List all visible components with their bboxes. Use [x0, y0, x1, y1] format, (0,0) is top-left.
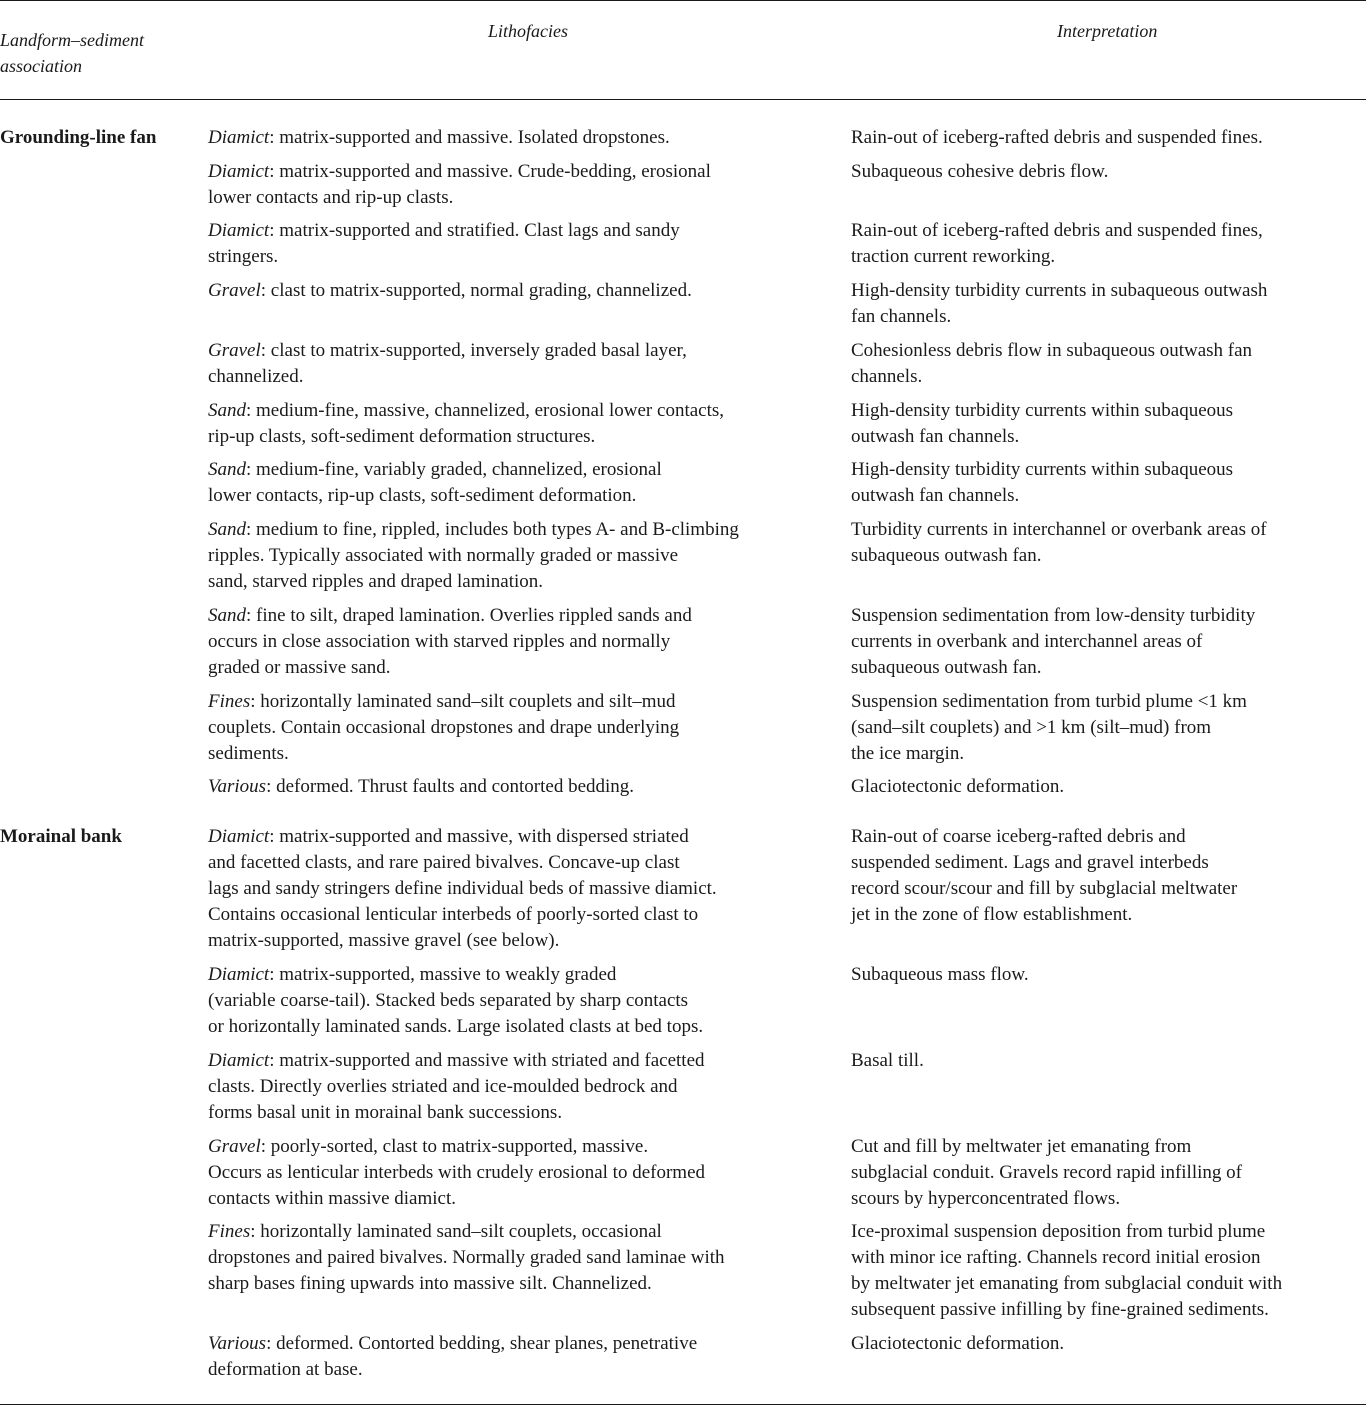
- table-row-lithofacies: [208, 689, 828, 767]
- facies-description: : poorly-sorted, clast to matrix-supported, massive. Occurs as lenticular interbeds with crudely erosional to deformed contacts within massive diamict.: [208, 1136, 705, 1209]
- facies-type: Diamict: [208, 1050, 270, 1071]
- facies-type: Diamict: [208, 826, 270, 847]
- facies-description: : medium to fine, rippled, includes both types A- and B-climbing ripples. Typically associated with normally graded or massive sand, starved ripples and draped lamination.: [208, 519, 739, 592]
- table-row-lithofacies: [208, 457, 828, 509]
- facies-type: Diamict: [208, 161, 270, 182]
- header-landform-sediment-association: Landform–sediment association: [0, 30, 144, 76]
- header-lithofacies: Lithofacies: [488, 21, 568, 41]
- table-row-interpretation: Turbidity currents in interchannel or overbank areas of subaqueous outwash fan.: [851, 519, 1267, 566]
- facies-type: Gravel: [208, 280, 261, 301]
- table-row-interpretation: High-density turbidity currents in subaqueous outwash fan channels.: [851, 280, 1268, 327]
- group-label-grounding-line-fan: Grounding-line fan: [0, 127, 157, 148]
- table-row-lithofacies: [208, 218, 828, 270]
- facies-description: : medium-fine, variably graded, channelized, erosional lower contacts, rip-up clasts, soft-sediment deformation.: [208, 459, 662, 506]
- facies-type: Sand: [208, 400, 246, 421]
- facies-description: : matrix-supported and massive. Crude-bedding, erosional lower contacts and rip-up clasts.: [208, 161, 711, 208]
- facies-description: : matrix-supported and massive with striated and facetted clasts. Directly overlies striated and ice-moulded bedrock and forms basal unit in morainal bank successions.: [208, 1050, 705, 1123]
- facies-type: Fines: [208, 1221, 251, 1242]
- facies-type: Sand: [208, 519, 246, 540]
- table-row-interpretation: High-density turbidity currents within subaqueous outwash fan channels.: [851, 459, 1234, 506]
- table-row-interpretation: Basal till.: [851, 1050, 924, 1071]
- table-row-interpretation: Subaqueous cohesive debris flow.: [851, 161, 1109, 182]
- facies-description: : deformed. Contorted bedding, shear planes, penetrative deformation at base.: [208, 1333, 698, 1380]
- facies-type: Sand: [208, 605, 246, 626]
- facies-description: : clast to matrix-supported, inversely graded basal layer, channelized.: [208, 340, 687, 387]
- table-row-interpretation: Rain-out of iceberg-rafted debris and suspended fines.: [851, 127, 1263, 148]
- facies-type: Various: [208, 776, 267, 797]
- table-row-interpretation: Cohesionless debris flow in subaqueous outwash fan channels.: [851, 340, 1253, 387]
- facies-type: Sand: [208, 459, 246, 480]
- table-row-lithofacies: [208, 398, 828, 450]
- facies-description: : horizontally laminated sand–silt couplets and silt–mud couplets. Contain occasional dropstones and drape underlying sediments.: [208, 691, 680, 764]
- table-row-interpretation: Suspension sedimentation from turbid plume <1 km (sand–silt couplets) and >1 km (silt–mud) from the ice margin.: [851, 691, 1247, 764]
- facies-type: Gravel: [208, 1136, 261, 1157]
- table-row-interpretation: High-density turbidity currents within subaqueous outwash fan channels.: [851, 400, 1234, 447]
- facies-type: Gravel: [208, 340, 261, 361]
- table-row-lithofacies: [208, 1134, 828, 1212]
- group-label-morainal-bank: Morainal bank: [0, 826, 122, 847]
- table-row-lithofacies: [208, 1219, 828, 1297]
- table-row-interpretation: Rain-out of iceberg-rafted debris and suspended fines, traction current reworking.: [851, 220, 1263, 267]
- table-row-lithofacies: [208, 1048, 828, 1126]
- table-row-lithofacies: [208, 603, 828, 681]
- facies-description: : deformed. Thrust faults and contorted bedding.: [266, 776, 635, 797]
- table-row-interpretation: Suspension sedimentation from low-density turbidity currents in overbank and interchannel areas of subaqueous outwash fan.: [851, 605, 1256, 678]
- facies-description: : matrix-supported and massive, with dispersed striated and facetted clasts, and rare paired bivalves. Concave-up clast lags and sandy stringers define individual beds of massive diamict. Contains occasional lenticular interbeds of poorly-sorted clast to matrix-supported, massive gravel (see below).: [208, 826, 717, 951]
- table-row-lithofacies: [208, 517, 828, 595]
- facies-description: : matrix-supported, massive to weakly graded (variable coarse-tail). Stacked beds separated by sharp contacts or horizontally laminated sands. Large isolated clasts at bed tops.: [208, 964, 704, 1037]
- table-row-lithofacies: [208, 125, 828, 151]
- table-top-rule: [0, 0, 1366, 1]
- table-row-lithofacies: [208, 338, 828, 390]
- facies-type: Diamict: [208, 220, 270, 241]
- table-row-interpretation: Glaciotectonic deformation.: [851, 776, 1065, 797]
- table-row-interpretation: Ice-proximal suspension deposition from turbid plume with minor ice rafting. Channels record initial erosion by meltwater jet emanating from subglacial conduit with subsequent passive infilling by fine-grained sediments.: [851, 1221, 1283, 1320]
- facies-type: Fines: [208, 691, 251, 712]
- facies-type: Various: [208, 1333, 267, 1354]
- facies-description: : matrix-supported and stratified. Clast lags and sandy stringers.: [208, 220, 680, 267]
- header-interpretation: Interpretation: [1057, 21, 1158, 41]
- header-bottom-rule: [0, 99, 1366, 100]
- table-row-interpretation: Subaqueous mass flow.: [851, 964, 1029, 985]
- facies-description: : fine to silt, draped lamination. Overlies rippled sands and occurs in close association with starved ripples and normally graded or massive sand.: [208, 605, 692, 678]
- table-row-lithofacies: [208, 159, 828, 211]
- facies-description: : clast to matrix-supported, normal grading, channelized.: [260, 280, 692, 301]
- table-row-lithofacies: [208, 278, 828, 304]
- table-row-interpretation: Cut and fill by meltwater jet emanating from subglacial conduit. Gravels record rapid infilling of scours by hyperconcentrated flows.: [851, 1136, 1242, 1209]
- table-row-lithofacies: [208, 962, 828, 1040]
- facies-description: : matrix-supported and massive. Isolated dropstones.: [269, 127, 670, 148]
- table-row-lithofacies: [208, 824, 828, 954]
- table-row-lithofacies: [208, 774, 828, 800]
- facies-description: : horizontally laminated sand–silt couplets, occasional dropstones and paired bivalves. Normally graded sand laminae with sharp bases fining upwards into massive silt. Channelized.: [208, 1221, 725, 1294]
- table-row-lithofacies: [208, 1331, 828, 1383]
- table-bottom-rule: [0, 1404, 1366, 1405]
- table-row-interpretation: Rain-out of coarse iceberg-rafted debris and suspended sediment. Lags and gravel interbeds record scour/scour and fill by subglacial meltwater jet in the zone of flow establishment.: [851, 826, 1238, 925]
- facies-type: Diamict: [208, 127, 270, 148]
- facies-type: Diamict: [208, 964, 270, 985]
- facies-description: : medium-fine, massive, channelized, erosional lower contacts, rip-up clasts, soft-sediment deformation structures.: [208, 400, 725, 447]
- table-row-interpretation: Glaciotectonic deformation.: [851, 1333, 1065, 1354]
